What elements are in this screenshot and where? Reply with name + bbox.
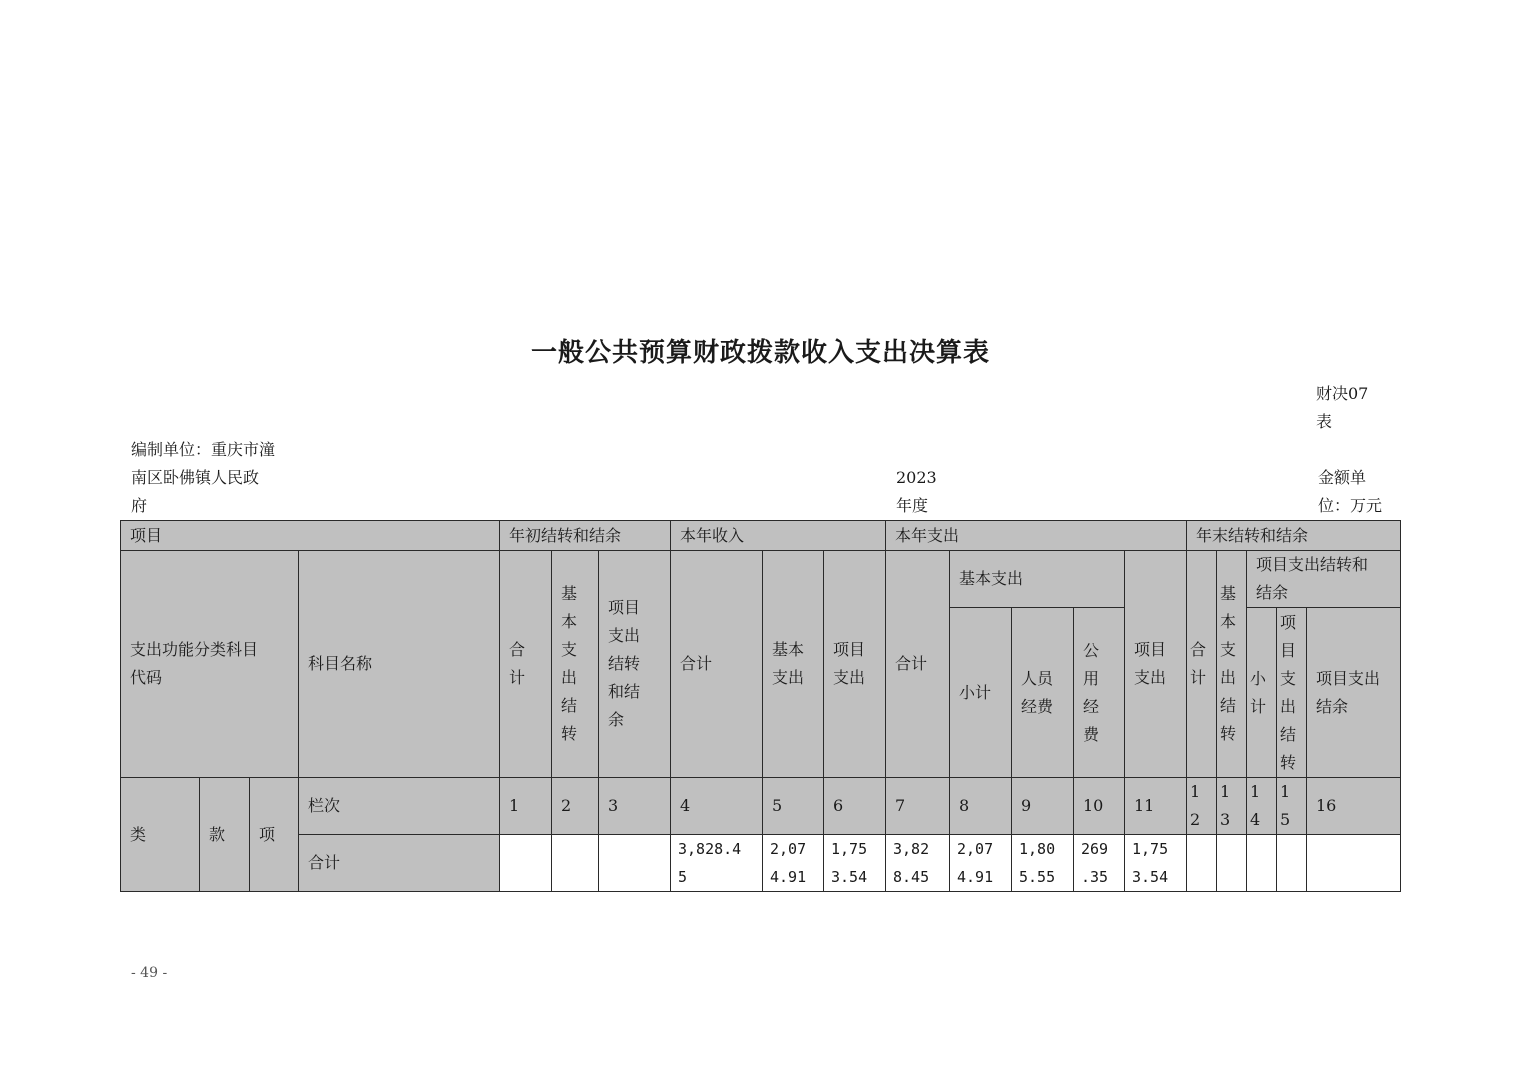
total-cell: 1,75 3.54 xyxy=(1125,835,1187,892)
total-cell: 2,07 4.91 xyxy=(763,835,824,892)
column-number-label: 栏次 xyxy=(299,778,500,835)
budget-table xyxy=(120,520,1401,892)
header-expense-project: 项目 支出 xyxy=(1125,551,1187,778)
column-number: 6 xyxy=(824,778,886,835)
header-begin-basic: 基 本 支 出 结 转 xyxy=(552,551,599,778)
total-cell xyxy=(1277,835,1307,892)
header-expense-basic: 基本支出 xyxy=(950,551,1125,608)
total-cell xyxy=(599,835,671,892)
total-cell: 2,07 4.91 xyxy=(950,835,1012,892)
total-cell: 1,75 3.54 xyxy=(824,835,886,892)
header-code: 支出功能分类科目 代码 xyxy=(121,551,299,778)
fiscal-year: 2023 年度 xyxy=(896,468,937,515)
total-cell xyxy=(1217,835,1247,892)
column-number: 9 xyxy=(1012,778,1074,835)
column-number: 1 2 xyxy=(1187,778,1217,835)
total-cell: 269 .35 xyxy=(1074,835,1125,892)
column-number: 2 xyxy=(552,778,599,835)
column-number: 1 xyxy=(500,778,552,835)
total-cell xyxy=(552,835,599,892)
report-title: 一般公共预算财政拨款收入支出决算表 xyxy=(530,338,990,368)
header-expense-personnel: 人员 经费 xyxy=(1012,608,1074,778)
header-begin-project: 项目 支出 结转 和结 余 xyxy=(599,551,671,778)
column-number: 1 3 xyxy=(1217,778,1247,835)
total-cell xyxy=(1187,835,1217,892)
header-income: 本年收入 xyxy=(671,521,886,551)
header-class-kuan: 款 xyxy=(200,778,250,892)
header-end-basic: 基 本 支 出 结 转 xyxy=(1217,551,1247,778)
column-number: 10 xyxy=(1074,778,1125,835)
amount-unit: 金额单 位：万元 xyxy=(1318,468,1383,515)
header-begin-balance: 年初结转和结余 xyxy=(500,521,671,551)
total-cell: 3,82 8.45 xyxy=(886,835,950,892)
header-end-total: 合 计 xyxy=(1187,551,1217,778)
column-number: 16 xyxy=(1307,778,1401,835)
column-number: 7 xyxy=(886,778,950,835)
total-cell xyxy=(1307,835,1401,892)
column-number-row xyxy=(121,778,1401,835)
total-row-label: 合计 xyxy=(299,835,500,892)
header-end-project-subtotal: 小 计 xyxy=(1247,608,1277,778)
column-number: 3 xyxy=(599,778,671,835)
total-cell: 1,80 5.55 xyxy=(1012,835,1074,892)
column-number: 5 xyxy=(763,778,824,835)
compiling-unit: 编制单位：重庆市潼 南区卧佛镇人民政 府 xyxy=(131,440,276,515)
header-end-project-surplus: 项目支出 结余 xyxy=(1307,608,1401,778)
form-number: 财决07 表 xyxy=(1316,384,1369,431)
column-number: 11 xyxy=(1125,778,1187,835)
header-name: 科目名称 xyxy=(299,551,500,778)
total-cell xyxy=(500,835,552,892)
header-end-project: 项目支出结转和 结余 xyxy=(1247,551,1401,608)
header-expense-subtotal: 小计 xyxy=(950,608,1012,778)
column-number: 8 xyxy=(950,778,1012,835)
header-item: 项目 xyxy=(121,521,500,551)
page-number: - 49 - xyxy=(131,965,168,981)
column-number: 1 5 xyxy=(1277,778,1307,835)
header-class-xiang: 项 xyxy=(250,778,299,892)
total-row xyxy=(121,835,1401,892)
header-income-total: 合计 xyxy=(671,551,763,778)
header-income-project: 项目 支出 xyxy=(824,551,886,778)
header-expense-public: 公 用 经 费 xyxy=(1074,608,1125,778)
header-end-project-carry: 项 目 支 出 结 转 xyxy=(1277,608,1307,778)
total-cell xyxy=(1247,835,1277,892)
column-number: 4 xyxy=(671,778,763,835)
column-number: 1 4 xyxy=(1247,778,1277,835)
header-class-lei: 类 xyxy=(121,778,200,892)
header-begin-total: 合 计 xyxy=(500,551,552,778)
header-expense-total: 合计 xyxy=(886,551,950,778)
total-cell: 3,828.4 5 xyxy=(671,835,763,892)
header-end-balance: 年末结转和结余 xyxy=(1187,521,1401,551)
header-income-basic: 基本 支出 xyxy=(763,551,824,778)
header-expense: 本年支出 xyxy=(886,521,1187,551)
